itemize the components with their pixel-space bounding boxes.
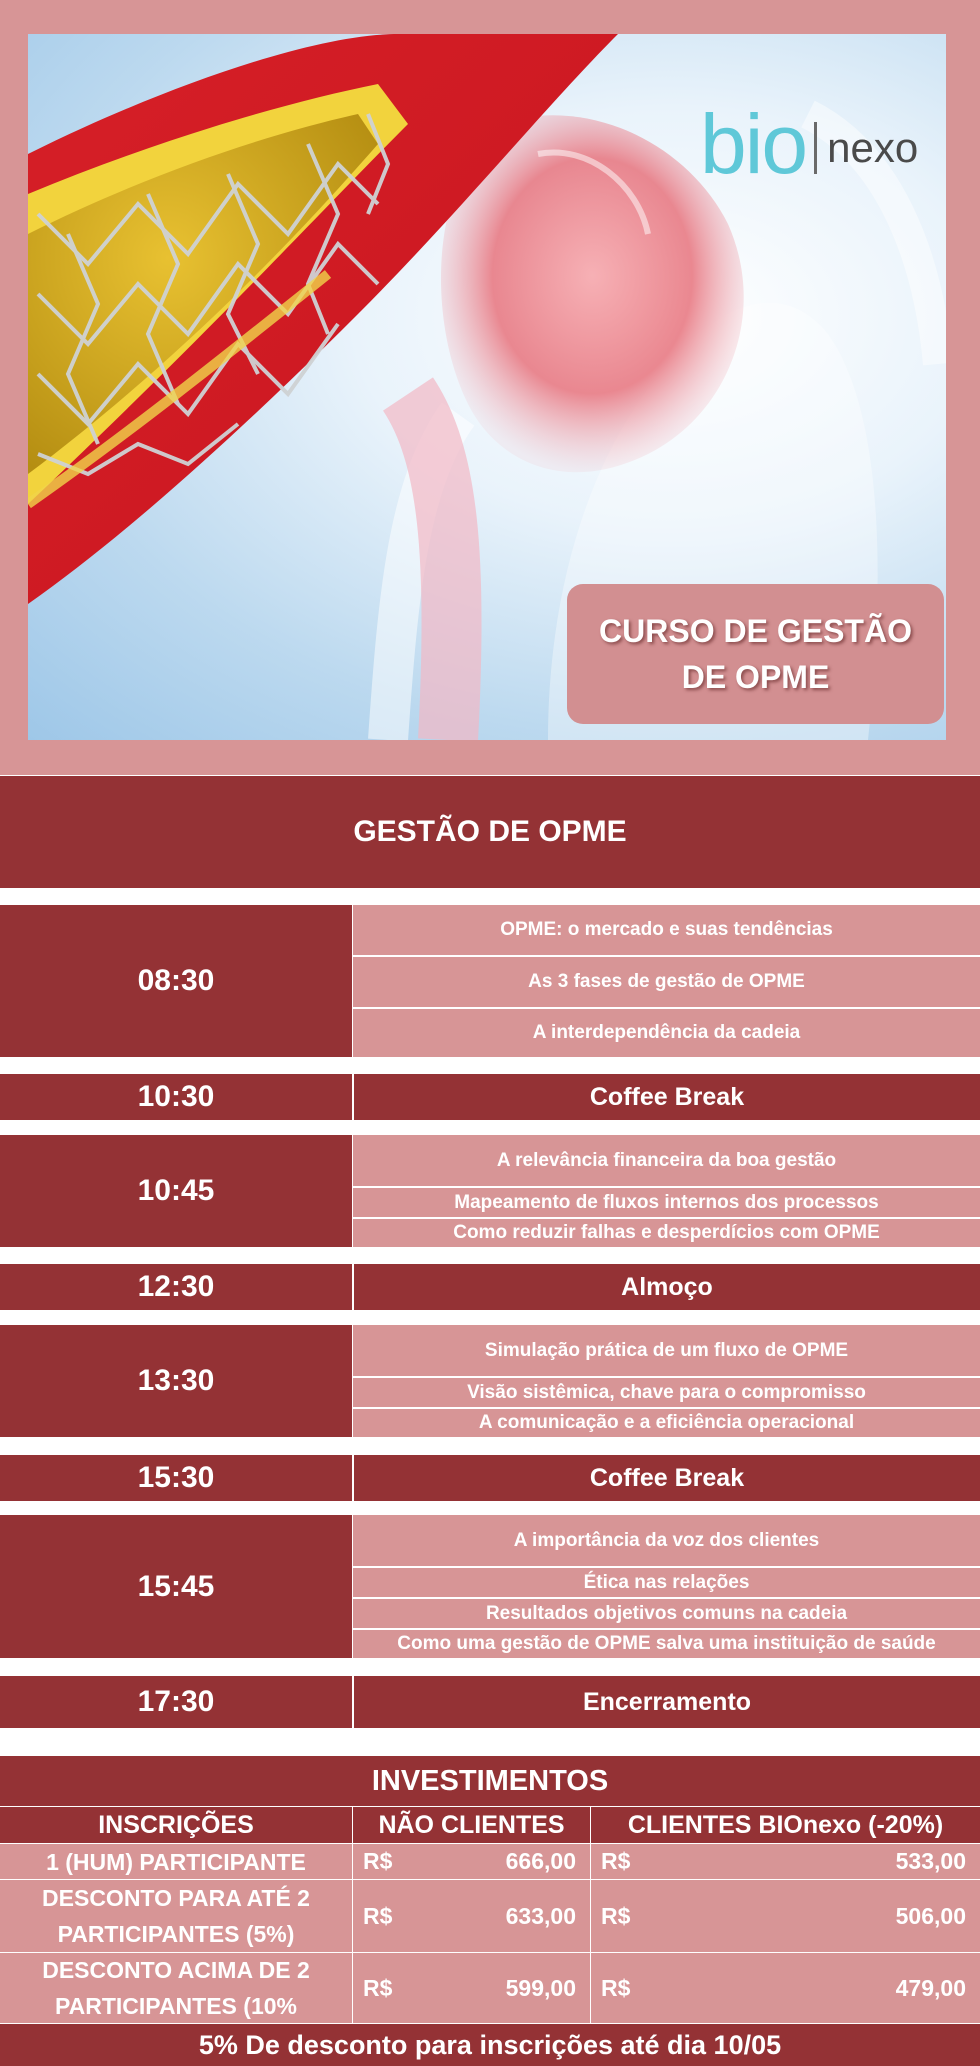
price-clients [591, 1880, 980, 1952]
header-clients [591, 1807, 980, 1843]
currency-symbol: R$ [601, 1974, 631, 2001]
logo-bio-text: bio [700, 97, 807, 191]
topic-text: A importância da voz dos clientes [513, 1529, 820, 1551]
topic-row [353, 1515, 980, 1566]
price-clients [591, 1844, 980, 1879]
currency-symbol: R$ [363, 1902, 393, 1929]
time-cell [0, 905, 352, 1057]
hero-banner [0, 0, 980, 775]
topic-text: Mapeamento de fluxos internos dos processos [454, 1191, 879, 1213]
time-label: 15:30 [137, 1461, 215, 1494]
currency-symbol: R$ [363, 1974, 393, 2001]
currency-symbol: R$ [601, 1848, 631, 1874]
discount-note: 5% De desconto para inscrições até dia 10/05 [198, 2029, 782, 2060]
investments-title: INVESTIMENTOS [371, 1764, 609, 1797]
time-label: 17:30 [137, 1685, 215, 1718]
investments-title-band [0, 1756, 980, 1806]
header-non-clients [353, 1807, 590, 1843]
topic-text: Resultados objetivos comuns na cadeia [485, 1602, 848, 1624]
header-inscricoes [0, 1807, 352, 1843]
time-label: 10:45 [137, 1174, 215, 1207]
topic-text: Ética nas relações [583, 1571, 750, 1593]
price-value: 479,00 [895, 1974, 966, 2001]
topic-row [353, 957, 980, 1007]
row-label-text: DESCONTO PARA ATÉ 2 PARTICIPANTES (5%) [42, 1885, 310, 1947]
row-label-text: 1 (HUM) PARTICIPANTE [46, 1848, 306, 1875]
time-label: 15:45 [137, 1569, 215, 1603]
topic-row [353, 1135, 980, 1186]
course-title: CURSO DE GESTÃO DE OPME [599, 613, 912, 695]
topic-row [353, 1568, 980, 1597]
break-row [354, 1676, 980, 1728]
topic-text: Como reduzir falhas e desperdícios com OPME [453, 1222, 880, 1243]
time-cell [0, 1264, 352, 1310]
price-clients [591, 1953, 980, 2023]
schedule-title: GESTÃO DE OPME [353, 815, 627, 848]
price-non-clients [353, 1953, 590, 2023]
header-text: NÃO CLIENTES [378, 1810, 565, 1839]
topic-row [353, 1325, 980, 1376]
price-non-clients [353, 1844, 590, 1879]
price-row-label [0, 1880, 352, 1952]
bionexo-logo [700, 94, 918, 194]
time-cell [0, 1455, 352, 1501]
break-text: Coffee Break [589, 1082, 745, 1111]
logo-nexo-text: nexo [827, 124, 919, 171]
topic-text: OPME: o mercado e suas tendências [500, 919, 833, 940]
break-text: Encerramento [582, 1687, 752, 1716]
topic-row [353, 905, 980, 955]
topic-row [353, 1630, 980, 1658]
price-value: 533,00 [895, 1848, 966, 1874]
time-cell [0, 1135, 352, 1247]
time-cell [0, 1325, 352, 1437]
price-value: 633,00 [505, 1902, 576, 1929]
discount-footer [0, 2024, 980, 2066]
price-non-clients [353, 1880, 590, 1952]
course-title-box [567, 584, 944, 724]
time-cell [0, 1515, 352, 1658]
price-row-label [0, 1844, 352, 1879]
price-value: 506,00 [895, 1902, 966, 1929]
topic-row [353, 1009, 980, 1057]
time-label: 08:30 [137, 964, 215, 997]
topic-row [353, 1599, 980, 1628]
time-cell [0, 1676, 352, 1728]
topic-text: A relevância financeira da boa gestão [496, 1149, 837, 1171]
break-row [354, 1074, 980, 1120]
break-text: Almoço [621, 1272, 713, 1301]
price-row-label [0, 1953, 352, 2023]
topic-text: A comunicação e a eficiência operacional [478, 1412, 855, 1433]
topic-row [353, 1409, 980, 1437]
row-label-text: DESCONTO ACIMA DE 2 PARTICIPANTES (10% [42, 1957, 310, 2019]
currency-symbol: R$ [601, 1902, 631, 1929]
topic-row [353, 1378, 980, 1407]
time-label: 12:30 [137, 1270, 215, 1303]
currency-symbol: R$ [363, 1848, 393, 1874]
break-text: Coffee Break [589, 1463, 745, 1492]
header-text: INSCRIÇÕES [98, 1810, 254, 1839]
time-cell [0, 1074, 352, 1120]
topic-text: Como uma gestão de OPME salva uma instituição de saúde [397, 1633, 936, 1654]
topic-text: A interdependência da cadeia [532, 1022, 801, 1043]
logo-separator [814, 122, 817, 174]
price-value: 599,00 [505, 1974, 576, 2001]
schedule-title-band [0, 776, 980, 888]
topic-text: Simulação prática de um fluxo de OPME [484, 1339, 849, 1361]
price-value: 666,00 [505, 1848, 576, 1874]
topic-row [353, 1188, 980, 1217]
header-text: CLIENTES BIOnexo (-20%) [627, 1810, 944, 1839]
time-label: 10:30 [137, 1080, 215, 1113]
topic-row [353, 1219, 980, 1247]
break-row [354, 1264, 980, 1310]
topic-text: Visão sistêmica, chave para o compromisso [467, 1381, 866, 1403]
time-label: 13:30 [137, 1364, 215, 1397]
topic-text: As 3 fases de gestão de OPME [528, 971, 805, 992]
break-row [354, 1455, 980, 1501]
